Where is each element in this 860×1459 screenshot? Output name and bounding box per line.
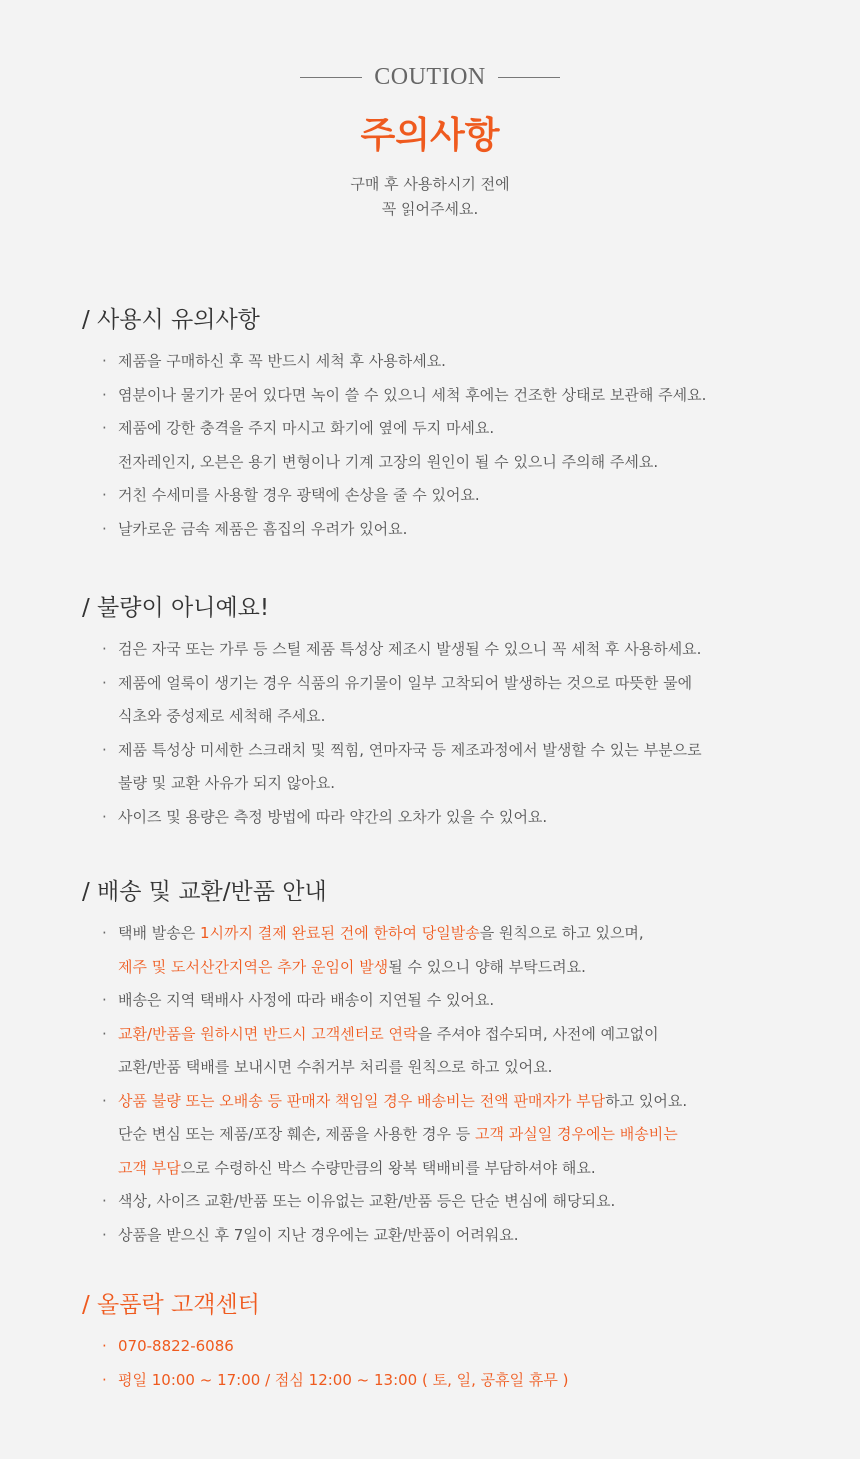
page-title: 주의사항 xyxy=(360,115,500,156)
defect-section xyxy=(82,593,782,834)
usage-section xyxy=(82,305,782,546)
list-item xyxy=(82,917,782,951)
list-item: · 제품에 강한 충격을 주지 마시고 화기에 옆에 두지 마세요. xyxy=(82,412,782,446)
subtitle-line-1: 구매 후 사용하시기 전에 xyxy=(350,175,510,193)
usage-list xyxy=(82,345,782,546)
list-item: · 염분이나 물기가 묻어 있다면 녹이 쓸 수 있으니 세척 후에는 건조한 상태로 보관해 주세요. xyxy=(82,379,782,413)
text: 을 원칙으로 하고 있으며, xyxy=(479,924,644,942)
list-item: · 색상, 사이즈 교환/반품 또는 이유없는 교환/반품 등은 단순 변심에 해당되요. xyxy=(82,1185,782,1219)
list-item-continuation: 전자레인지, 오븐은 용기 변형이나 기계 고장의 원인이 될 수 있으니 주의해 주세요. xyxy=(118,452,659,471)
support-section xyxy=(82,1290,782,1397)
text: 될 수 있으니 양해 부탁드려요. xyxy=(388,957,586,976)
list-item xyxy=(82,1018,782,1052)
text: 을 주셔야 접수되며, 사전에 예고없이 xyxy=(417,1024,659,1043)
list-item: · 검은 자국 또는 가루 등 스틸 제품 특성상 제조시 발생될 수 있으니 꼭 세척 후 사용하세요. xyxy=(82,633,782,667)
shipping-heading: / 배송 및 교환/반품 안내 xyxy=(82,879,327,905)
list-item-continuation: 교환/반품 택배를 보내시면 수취거부 처리를 원칙으로 하고 있어요. xyxy=(118,1058,553,1076)
eyebrow-text: COUTION xyxy=(374,63,486,90)
list-item: · 거친 수세미를 사용할 경우 광택에 손상을 줄 수 있어요. xyxy=(82,479,782,513)
list-item-continuation xyxy=(82,1118,782,1152)
defect-list xyxy=(82,633,782,834)
support-hours: · 평일 10:00 ~ 17:00 / 점심 12:00 ~ 13:00 ( 토, 일, 공휴일 휴무 ) xyxy=(82,1364,782,1398)
shipping-section xyxy=(82,877,782,1252)
highlight-text: 교환/반품을 원하시면 반드시 고객센터로 연락 xyxy=(118,1024,418,1043)
list-item-continuation: 불량 및 교환 사유가 되지 않아요. xyxy=(118,774,335,792)
support-heading: / 올품락 고객센터 xyxy=(82,1292,260,1318)
highlight-text: 고객 부담 xyxy=(118,1158,181,1177)
notice-header xyxy=(0,60,860,222)
highlight-text: 1시까지 결제 완료된 건에 한하여 당일발송 xyxy=(200,924,480,942)
divider-right xyxy=(498,77,560,78)
usage-heading: / 사용시 유의사항 xyxy=(82,307,260,333)
text: 택배 발송은 xyxy=(118,924,200,942)
list-item xyxy=(82,1085,782,1119)
highlight-text: 상품 불량 또는 오배송 등 판매자 책임일 경우 배송비는 전액 판매자가 부담 xyxy=(118,1091,606,1110)
list-item: · 제품에 얼룩이 생기는 경우 식품의 유기물이 일부 고착되어 발생하는 것으로 따뜻한 물에 xyxy=(82,667,782,701)
subtitle-line-2: 꼭 읽어주세요. xyxy=(381,200,479,218)
list-item: · 날카로운 금속 제품은 흠집의 우려가 있어요. xyxy=(82,513,782,547)
divider-left xyxy=(300,77,362,78)
shipping-list xyxy=(82,917,782,1252)
list-item: · 배송은 지역 택배사 사정에 따라 배송이 지연될 수 있어요. xyxy=(82,984,782,1018)
page-subtitle xyxy=(0,172,860,222)
list-item-continuation xyxy=(82,951,782,985)
support-list xyxy=(82,1330,782,1397)
highlight-text: 고객 과실일 경우에는 배송비는 xyxy=(475,1125,678,1143)
text: 단순 변심 또는 제품/포장 훼손, 제품을 사용한 경우 등 xyxy=(118,1125,476,1143)
highlight-text: 제주 및 도서산간지역은 추가 운임이 발생 xyxy=(118,957,389,976)
list-item-continuation: 식초와 중성제로 세척해 주세요. xyxy=(118,707,326,725)
list-item: · 제품 특성상 미세한 스크래치 및 찍힘, 연마자국 등 제조과정에서 발생할 수 있는 부분으로 xyxy=(82,734,782,768)
list-item: · 제품을 구매하신 후 꼭 반드시 세척 후 사용하세요. xyxy=(82,345,782,379)
eyebrow xyxy=(0,60,860,94)
list-item: · 사이즈 및 용량은 측정 방법에 따라 약간의 오차가 있을 수 있어요. xyxy=(82,801,782,835)
support-phone[interactable]: · 070-8822-6086 xyxy=(82,1330,782,1364)
text: 으로 수령하신 박스 수량만큼의 왕복 택배비를 부담하셔야 해요. xyxy=(180,1158,596,1177)
defect-heading: / 불량이 아니예요! xyxy=(82,595,270,621)
text: 하고 있어요. xyxy=(605,1091,688,1110)
list-item: · 상품을 받으신 후 7일이 지난 경우에는 교환/반품이 어려워요. xyxy=(82,1219,782,1253)
list-item-continuation xyxy=(82,1152,782,1186)
